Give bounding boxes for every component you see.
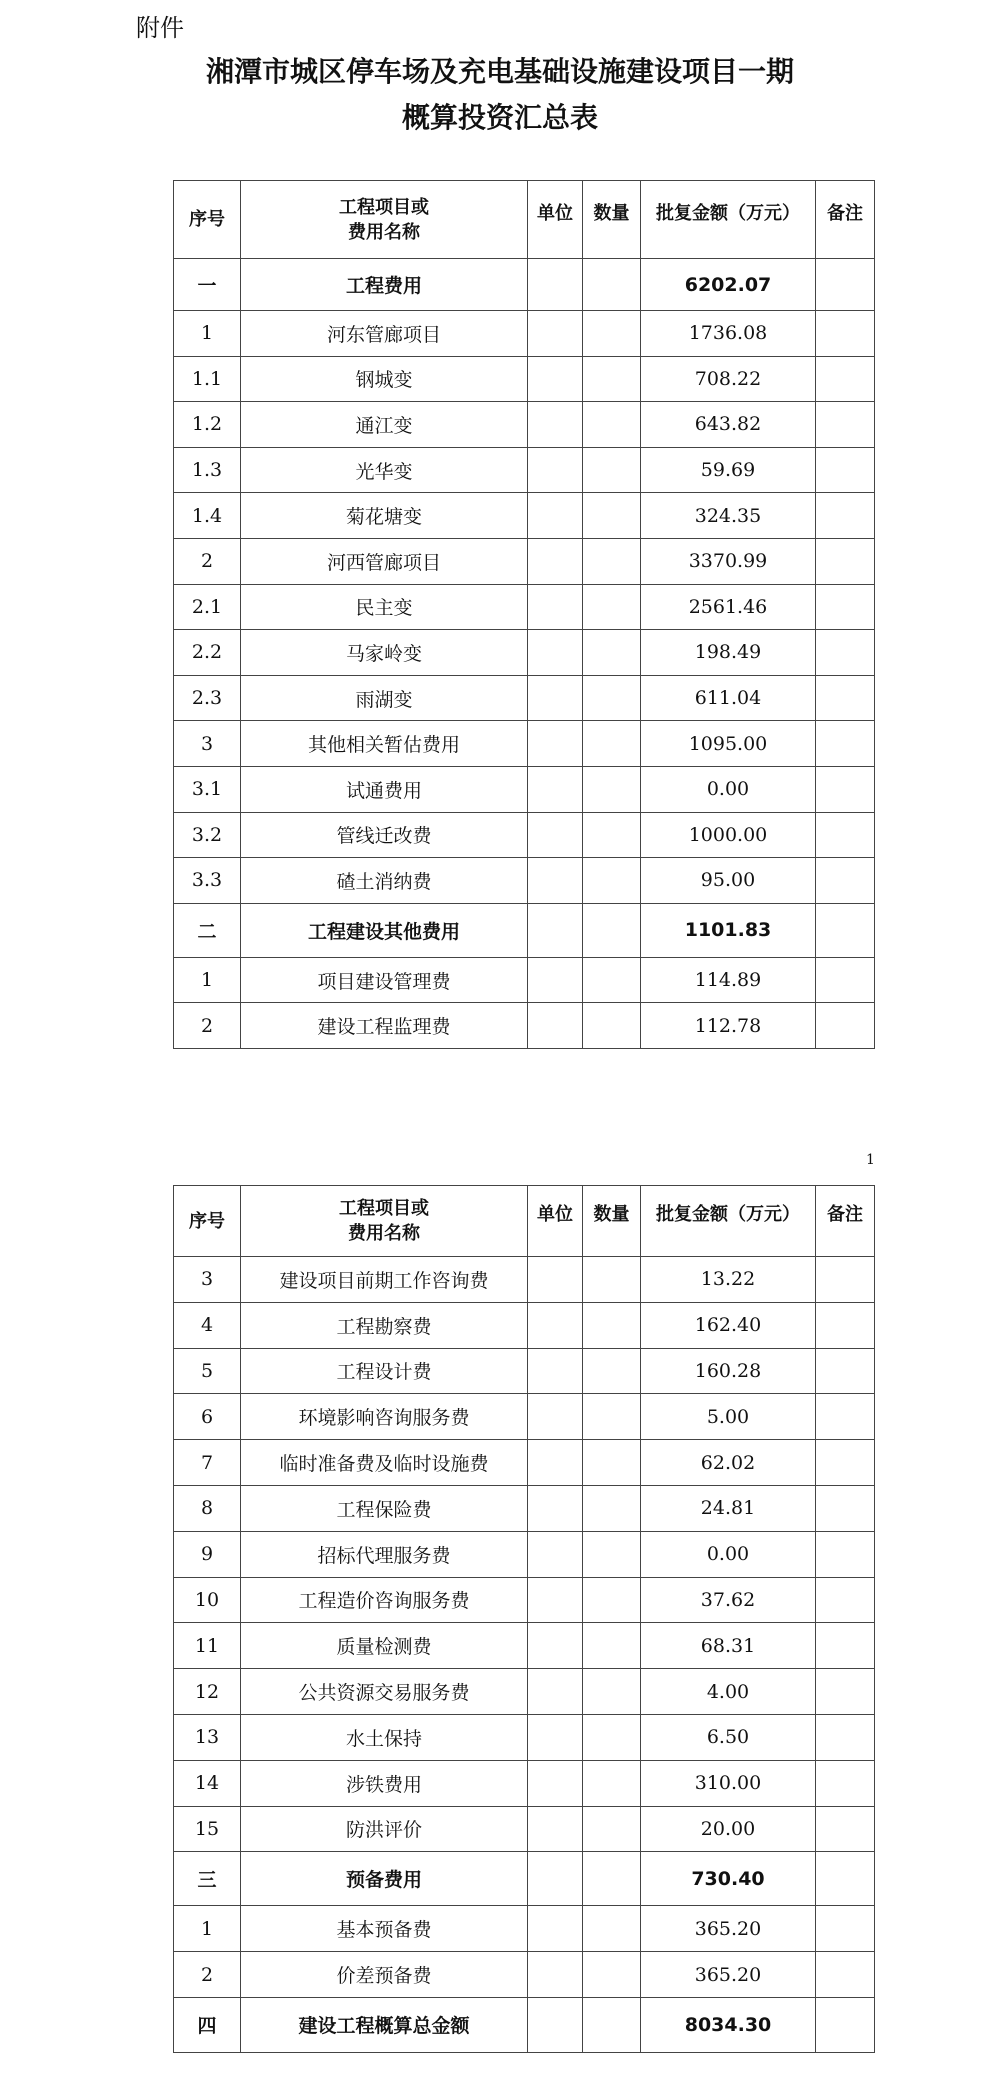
row-amount: 5.00 <box>641 1394 816 1440</box>
row-amount: 160.28 <box>641 1348 816 1394</box>
table-row <box>174 858 875 904</box>
row-index: 7 <box>174 1440 241 1486</box>
row-quantity <box>583 356 641 402</box>
table-row <box>174 1257 875 1303</box>
row-name: 预备费用 <box>241 1852 528 1906</box>
row-amount: 0.00 <box>641 766 816 812</box>
row-amount: 1095.00 <box>641 721 816 767</box>
row-index: 8 <box>174 1485 241 1531</box>
budget-table-page-2 <box>173 1185 875 2053</box>
row-quantity <box>583 1906 641 1952</box>
attachment-label: 附件 <box>136 14 184 42</box>
table-row <box>174 356 875 402</box>
row-index: 4 <box>174 1302 241 1348</box>
row-unit <box>528 538 583 584</box>
row-quantity <box>583 630 641 676</box>
row-name: 马家岭变 <box>241 630 528 676</box>
row-name: 碴土消纳费 <box>241 858 528 904</box>
row-amount: 62.02 <box>641 1440 816 1486</box>
row-index: 6 <box>174 1394 241 1440</box>
row-remark <box>816 1669 875 1715</box>
row-unit <box>528 1577 583 1623</box>
row-index: 3.1 <box>174 766 241 812</box>
row-name: 钢城变 <box>241 356 528 402</box>
row-amount: 37.62 <box>641 1577 816 1623</box>
row-quantity <box>583 1952 641 1998</box>
row-index: 1.4 <box>174 493 241 539</box>
row-remark <box>816 1485 875 1531</box>
table-row <box>174 311 875 357</box>
row-unit <box>528 957 583 1003</box>
row-index: 1 <box>174 311 241 357</box>
table-row <box>174 675 875 721</box>
row-name: 基本预备费 <box>241 1906 528 1952</box>
row-unit <box>528 402 583 448</box>
row-name: 招标代理服务费 <box>241 1531 528 1577</box>
row-index: 5 <box>174 1348 241 1394</box>
row-amount: 310.00 <box>641 1760 816 1806</box>
row-name: 工程勘察费 <box>241 1302 528 1348</box>
total-row <box>174 1997 875 2052</box>
row-unit <box>528 1623 583 1669</box>
row-remark <box>816 630 875 676</box>
row-unit <box>528 584 583 630</box>
table-row <box>174 538 875 584</box>
row-name: 菊花塘变 <box>241 493 528 539</box>
table-header-row <box>174 1186 875 1257</box>
row-index: 一 <box>174 259 241 311</box>
row-remark <box>816 402 875 448</box>
row-unit <box>528 1257 583 1303</box>
row-name: 工程保险费 <box>241 1485 528 1531</box>
row-amount: 13.22 <box>641 1257 816 1303</box>
section-row <box>174 259 875 311</box>
row-unit <box>528 311 583 357</box>
row-remark <box>816 812 875 858</box>
row-index: 2.2 <box>174 630 241 676</box>
table-row <box>174 812 875 858</box>
row-index: 15 <box>174 1806 241 1852</box>
row-unit <box>528 1531 583 1577</box>
table-row <box>174 1440 875 1486</box>
row-unit <box>528 259 583 311</box>
table-row <box>174 1003 875 1049</box>
table-row <box>174 584 875 630</box>
row-remark <box>816 311 875 357</box>
row-index: 3 <box>174 721 241 767</box>
row-remark <box>816 1623 875 1669</box>
row-name: 建设工程监理费 <box>241 1003 528 1049</box>
row-amount: 1736.08 <box>641 311 816 357</box>
row-index: 2.3 <box>174 675 241 721</box>
row-amount: 20.00 <box>641 1806 816 1852</box>
row-remark <box>816 1003 875 1049</box>
row-amount: 1000.00 <box>641 812 816 858</box>
row-name: 工程费用 <box>241 259 528 311</box>
table-header-row <box>174 181 875 259</box>
row-unit <box>528 493 583 539</box>
row-name: 工程造价咨询服务费 <box>241 1577 528 1623</box>
page-number: 1 <box>866 1152 875 1168</box>
row-remark <box>816 1348 875 1394</box>
row-amount: 0.00 <box>641 1531 816 1577</box>
row-unit <box>528 1806 583 1852</box>
row-amount: 24.81 <box>641 1485 816 1531</box>
row-unit <box>528 766 583 812</box>
row-remark <box>816 1997 875 2052</box>
row-index: 1 <box>174 957 241 1003</box>
row-index: 二 <box>174 903 241 957</box>
row-name: 工程建设其他费用 <box>241 903 528 957</box>
row-index: 3 <box>174 1257 241 1303</box>
row-index: 2 <box>174 1952 241 1998</box>
row-quantity <box>583 721 641 767</box>
header-name <box>241 1186 528 1257</box>
row-name: 建设工程概算总金额 <box>241 1997 528 2052</box>
header-quantity: 数量 <box>583 1186 641 1257</box>
table-row <box>174 447 875 493</box>
row-unit <box>528 1348 583 1394</box>
row-amount: 68.31 <box>641 1623 816 1669</box>
row-quantity <box>583 1997 641 2052</box>
row-index: 2 <box>174 538 241 584</box>
table-row <box>174 1714 875 1760</box>
row-quantity <box>583 1669 641 1715</box>
row-index: 13 <box>174 1714 241 1760</box>
row-remark <box>816 1257 875 1303</box>
row-name: 工程设计费 <box>241 1348 528 1394</box>
row-quantity <box>583 675 641 721</box>
row-quantity <box>583 584 641 630</box>
section-row <box>174 903 875 957</box>
section-row <box>174 1852 875 1906</box>
row-remark <box>816 675 875 721</box>
row-index: 2.1 <box>174 584 241 630</box>
row-amount: 6202.07 <box>641 259 816 311</box>
row-quantity <box>583 447 641 493</box>
row-remark <box>816 1952 875 1998</box>
row-remark <box>816 957 875 1003</box>
table-row <box>174 1906 875 1952</box>
row-amount: 162.40 <box>641 1302 816 1348</box>
row-name: 质量检测费 <box>241 1623 528 1669</box>
row-quantity <box>583 812 641 858</box>
row-quantity <box>583 903 641 957</box>
row-unit <box>528 1760 583 1806</box>
row-remark <box>816 1760 875 1806</box>
table-row <box>174 766 875 812</box>
row-remark <box>816 1714 875 1760</box>
row-unit <box>528 1440 583 1486</box>
header-remark: 备注 <box>816 1186 875 1257</box>
header-index: 序号 <box>174 1186 241 1257</box>
row-amount: 1101.83 <box>641 903 816 957</box>
row-unit <box>528 1906 583 1952</box>
table-row <box>174 1760 875 1806</box>
row-name: 项目建设管理费 <box>241 957 528 1003</box>
row-index: 四 <box>174 1997 241 2052</box>
row-remark <box>816 259 875 311</box>
row-index: 14 <box>174 1760 241 1806</box>
row-index: 2 <box>174 1003 241 1049</box>
row-amount: 643.82 <box>641 402 816 448</box>
header-amount: 批复金额（万元） <box>641 1186 816 1257</box>
table-row <box>174 630 875 676</box>
table-row <box>174 493 875 539</box>
row-unit <box>528 630 583 676</box>
row-remark <box>816 903 875 957</box>
row-index: 1.3 <box>174 447 241 493</box>
row-unit <box>528 675 583 721</box>
row-index: 9 <box>174 1531 241 1577</box>
row-remark <box>816 1806 875 1852</box>
row-unit <box>528 1714 583 1760</box>
row-quantity <box>583 1623 641 1669</box>
row-quantity <box>583 1531 641 1577</box>
row-amount: 114.89 <box>641 957 816 1003</box>
header-unit: 单位 <box>528 1186 583 1257</box>
row-unit <box>528 1302 583 1348</box>
row-index: 10 <box>174 1577 241 1623</box>
row-quantity <box>583 1485 641 1531</box>
header-unit: 单位 <box>528 181 583 259</box>
row-quantity <box>583 402 641 448</box>
row-remark <box>816 493 875 539</box>
row-remark <box>816 356 875 402</box>
row-quantity <box>583 493 641 539</box>
row-name: 管线迁改费 <box>241 812 528 858</box>
row-unit <box>528 1852 583 1906</box>
row-amount: 3370.99 <box>641 538 816 584</box>
header-name-line1: 工程项目或 <box>339 196 429 218</box>
header-name <box>241 181 528 259</box>
row-name: 公共资源交易服务费 <box>241 1669 528 1715</box>
table-row <box>174 1806 875 1852</box>
row-quantity <box>583 858 641 904</box>
row-unit <box>528 1003 583 1049</box>
page-subtitle: 概算投资汇总表 <box>401 101 598 134</box>
row-unit <box>528 1952 583 1998</box>
table-row <box>174 1623 875 1669</box>
row-quantity <box>583 1577 641 1623</box>
row-amount: 611.04 <box>641 675 816 721</box>
row-amount: 59.69 <box>641 447 816 493</box>
table-row <box>174 721 875 767</box>
row-unit <box>528 1997 583 2052</box>
row-unit <box>528 721 583 767</box>
row-name: 临时准备费及临时设施费 <box>241 1440 528 1486</box>
row-quantity <box>583 1852 641 1906</box>
row-remark <box>816 1302 875 1348</box>
header-quantity: 数量 <box>583 181 641 259</box>
row-remark <box>816 538 875 584</box>
row-name: 水土保持 <box>241 1714 528 1760</box>
row-unit <box>528 1485 583 1531</box>
row-amount: 6.50 <box>641 1714 816 1760</box>
row-remark <box>816 447 875 493</box>
header-name-line1: 工程项目或 <box>339 1198 429 1219</box>
table-row <box>174 1531 875 1577</box>
row-amount: 2561.46 <box>641 584 816 630</box>
row-amount: 730.40 <box>641 1852 816 1906</box>
row-unit <box>528 858 583 904</box>
row-quantity <box>583 766 641 812</box>
row-remark <box>816 1440 875 1486</box>
row-index: 1 <box>174 1906 241 1952</box>
row-name: 雨湖变 <box>241 675 528 721</box>
row-quantity <box>583 1302 641 1348</box>
row-quantity <box>583 1440 641 1486</box>
table-row <box>174 402 875 448</box>
row-name: 河西管廊项目 <box>241 538 528 584</box>
row-index: 3.3 <box>174 858 241 904</box>
row-remark <box>816 584 875 630</box>
table-row <box>174 1577 875 1623</box>
row-amount: 4.00 <box>641 1669 816 1715</box>
row-index: 12 <box>174 1669 241 1715</box>
row-quantity <box>583 1394 641 1440</box>
row-unit <box>528 356 583 402</box>
row-name: 其他相关暂估费用 <box>241 721 528 767</box>
page-title: 湘潭市城区停车场及充电基础设施建设项目一期 <box>205 55 794 88</box>
header-name-line2: 费用名称 <box>348 1223 420 1244</box>
row-amount: 198.49 <box>641 630 816 676</box>
row-quantity <box>583 1714 641 1760</box>
row-name: 民主变 <box>241 584 528 630</box>
row-quantity <box>583 1760 641 1806</box>
header-index: 序号 <box>174 181 241 259</box>
row-name: 光华变 <box>241 447 528 493</box>
table-row <box>174 1302 875 1348</box>
row-remark <box>816 858 875 904</box>
row-index: 11 <box>174 1623 241 1669</box>
row-quantity <box>583 1348 641 1394</box>
row-remark <box>816 1394 875 1440</box>
header-name-line2: 费用名称 <box>348 221 420 243</box>
row-amount: 365.20 <box>641 1906 816 1952</box>
table-row <box>174 1348 875 1394</box>
row-name: 河东管廊项目 <box>241 311 528 357</box>
row-remark <box>816 1906 875 1952</box>
row-index: 1.1 <box>174 356 241 402</box>
table-row <box>174 1952 875 1998</box>
header-remark: 备注 <box>816 181 875 259</box>
row-quantity <box>583 538 641 584</box>
row-name: 防洪评价 <box>241 1806 528 1852</box>
budget-table-page-1 <box>173 180 875 1049</box>
table-row <box>174 957 875 1003</box>
table-row <box>174 1394 875 1440</box>
row-remark <box>816 721 875 767</box>
row-name: 价差预备费 <box>241 1952 528 1998</box>
row-amount: 365.20 <box>641 1952 816 1998</box>
row-index: 三 <box>174 1852 241 1906</box>
table-row <box>174 1669 875 1715</box>
row-name: 通江变 <box>241 402 528 448</box>
row-index: 1.2 <box>174 402 241 448</box>
header-amount: 批复金额（万元） <box>641 181 816 259</box>
row-amount: 112.78 <box>641 1003 816 1049</box>
row-amount: 8034.30 <box>641 1997 816 2052</box>
row-remark <box>816 1531 875 1577</box>
row-unit <box>528 447 583 493</box>
row-quantity <box>583 259 641 311</box>
row-name: 环境影响咨询服务费 <box>241 1394 528 1440</box>
row-amount: 324.35 <box>641 493 816 539</box>
table-row <box>174 1485 875 1531</box>
row-remark <box>816 766 875 812</box>
row-amount: 708.22 <box>641 356 816 402</box>
row-quantity <box>583 1003 641 1049</box>
row-name: 涉铁费用 <box>241 1760 528 1806</box>
row-quantity <box>583 311 641 357</box>
row-quantity <box>583 1257 641 1303</box>
row-quantity <box>583 957 641 1003</box>
row-index: 3.2 <box>174 812 241 858</box>
row-unit <box>528 1669 583 1715</box>
row-name: 试通费用 <box>241 766 528 812</box>
row-unit <box>528 812 583 858</box>
row-name: 建设项目前期工作咨询费 <box>241 1257 528 1303</box>
row-unit <box>528 1394 583 1440</box>
row-amount: 95.00 <box>641 858 816 904</box>
row-remark <box>816 1577 875 1623</box>
row-quantity <box>583 1806 641 1852</box>
row-unit <box>528 903 583 957</box>
row-remark <box>816 1852 875 1906</box>
